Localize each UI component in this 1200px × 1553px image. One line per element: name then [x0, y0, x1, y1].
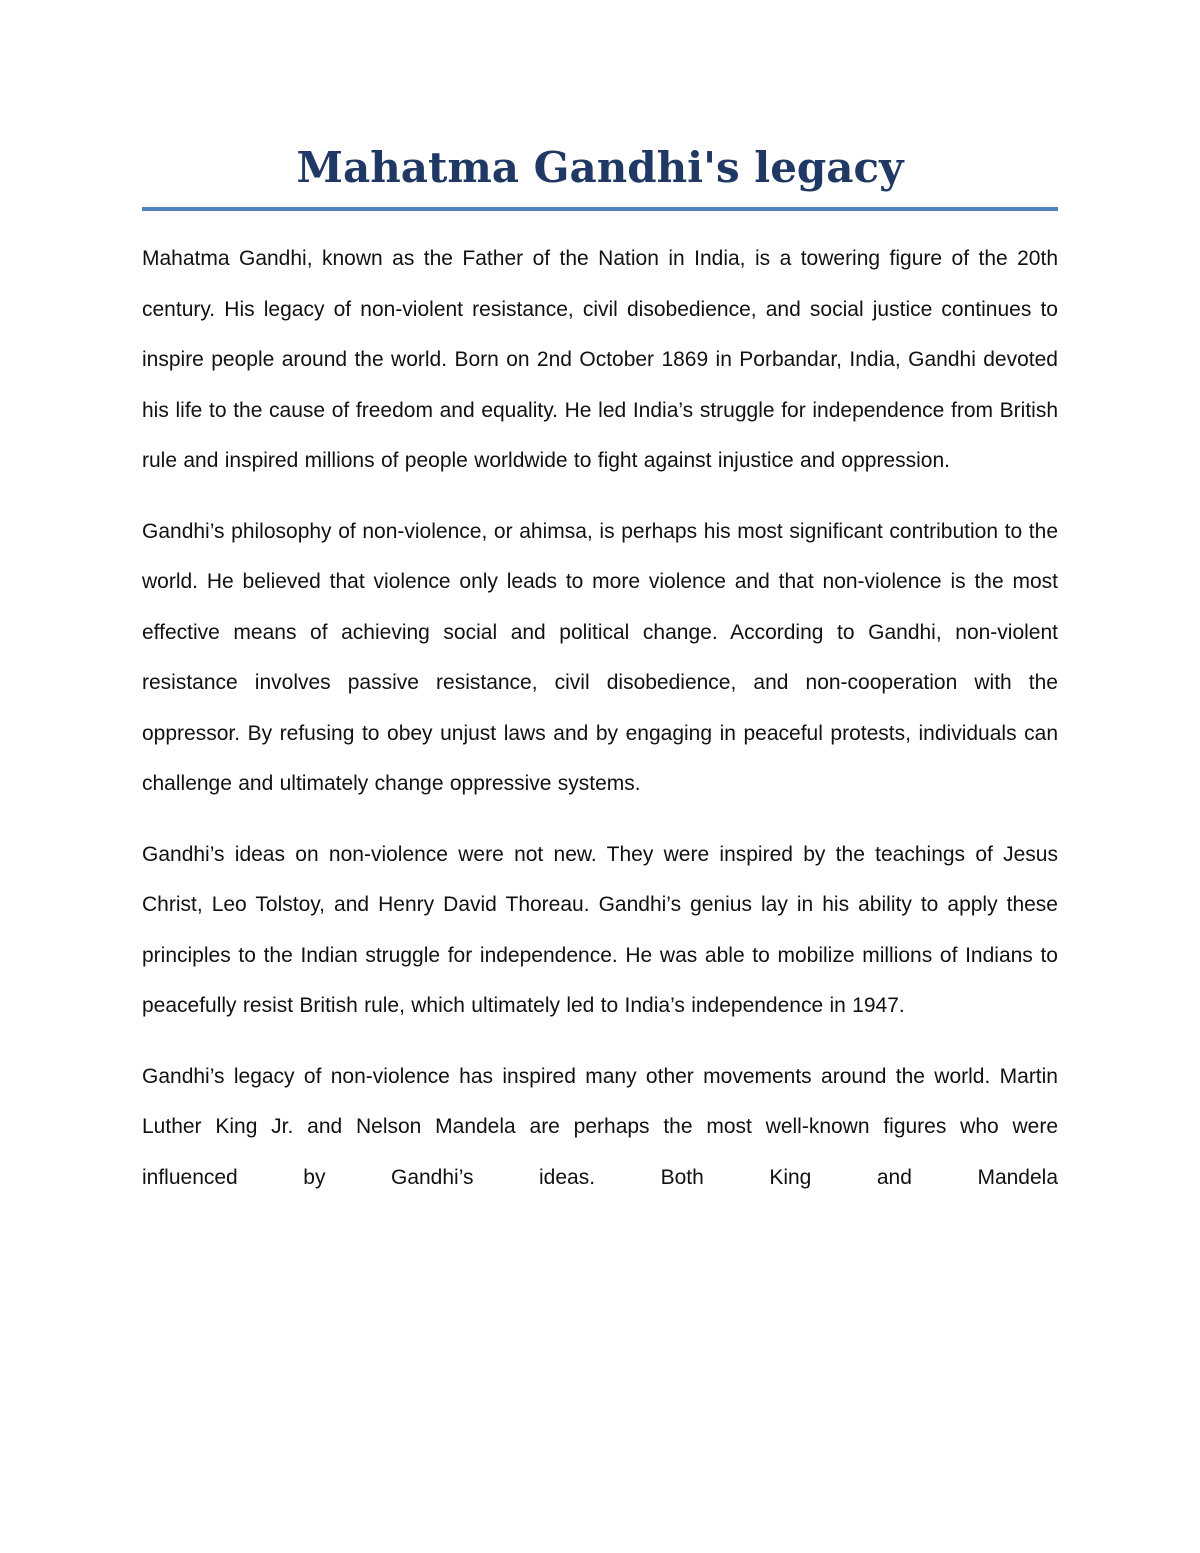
- paragraph-1: Mahatma Gandhi, known as the Father of the Nation in India, is a towering figure of the 20th century. His legacy of non-violent resistance, civil disobedience, and social justice continues to inspire people around the world. Born on 2nd October 1869 in Porbandar, India, Gandhi devoted his life to the cause of freedom and equality. He led India’s struggle for independence from British rule and inspired millions of people worldwide to fight against injustice and oppression.: [142, 247, 1058, 472]
- document-title: Mahatma Gandhi's legacy: [296, 143, 904, 192]
- paragraph-4: Gandhi’s legacy of non-violence has inspired many other movements around the world. Martin Luther King Jr. and Nelson Mandela are perhaps the most well-known figures who were influenced by Gandhi’s ideas. Both King and Mandela: [142, 1064, 1058, 1189]
- paragraph-2: Gandhi’s philosophy of non-violence, or ahimsa, is perhaps his most significant contribution to the world. He believed that violence only leads to more violence and that non-violence is the most effective means of achieving social and political change. According to Gandhi, non-violent resistance involves passive resistance, civil disobedience, and non-cooperation with the oppressor. By refusing to obey unjust laws and by engaging in peaceful protests, individuals can challenge and ultimately change oppressive systems.: [142, 519, 1058, 795]
- document-body: [142, 234, 1058, 1223]
- title-underline: [142, 207, 1058, 211]
- paragraph-3: Gandhi’s ideas on non-violence were not new. They were inspired by the teachings of Jesus Christ, Leo Tolstoy, and Henry David Thoreau. Gandhi’s genius lay in his ability to apply these principles to the Indian struggle for independence. He was able to mobilize millions of Indians to peacefully resist British rule, which ultimately led to India’s independence in 1947.: [142, 842, 1058, 1017]
